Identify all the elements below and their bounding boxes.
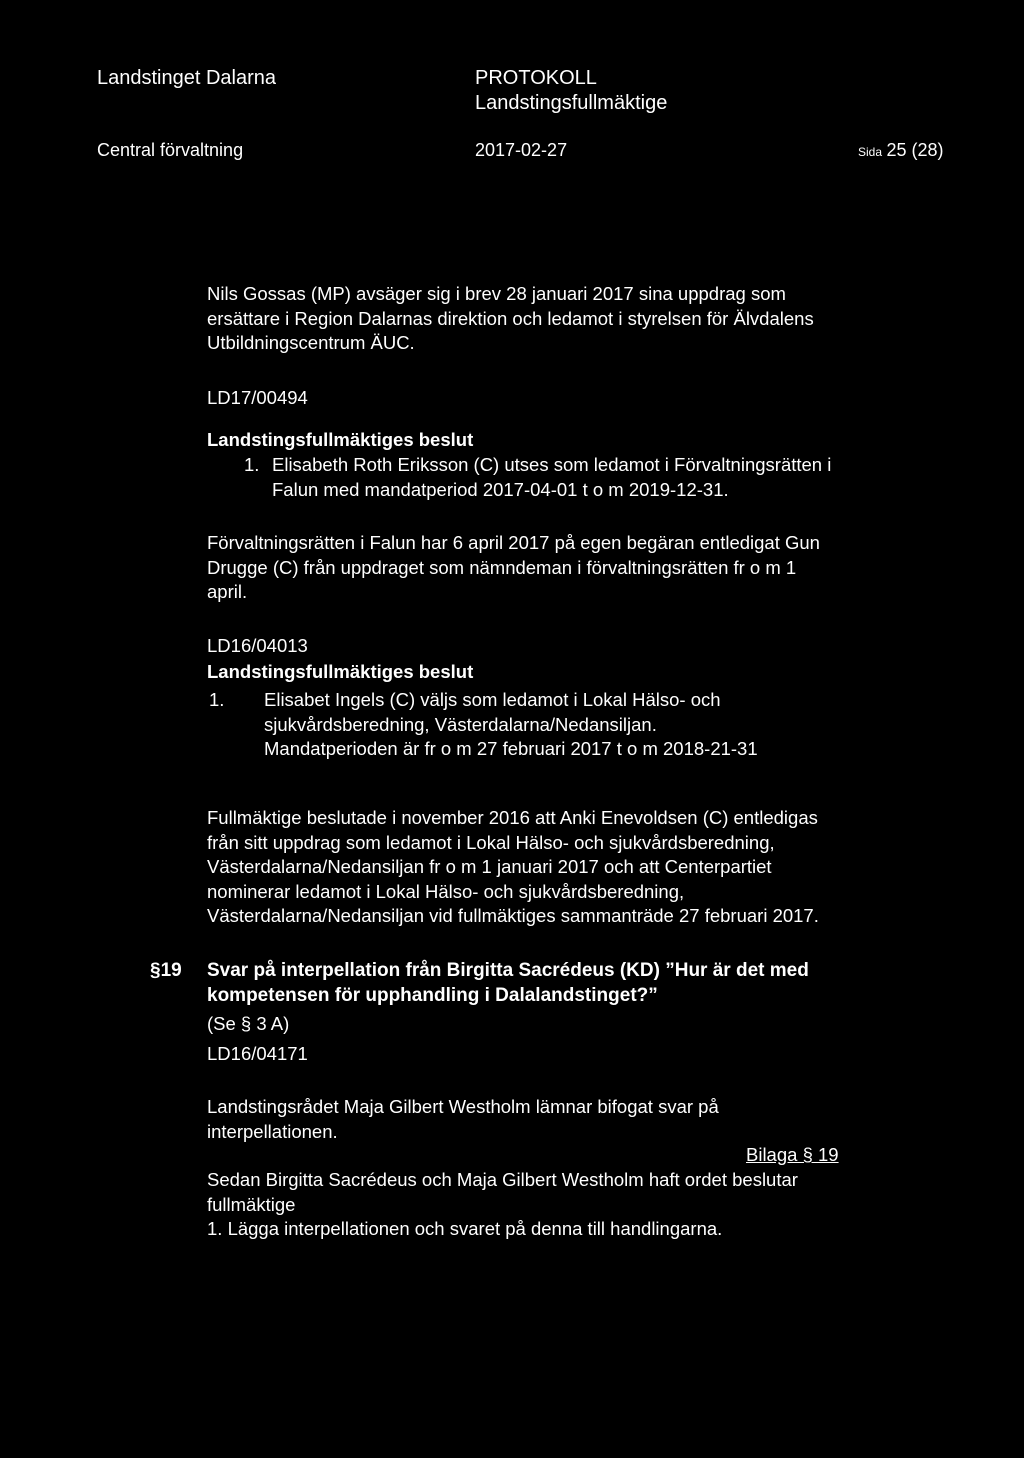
text-line: Landstingsrådet Maja Gilbert Westholm lämnar bifogat svar på bbox=[207, 1096, 719, 1117]
paragraph-decision bbox=[207, 1168, 907, 1242]
case-reference: LD16/04013 bbox=[207, 635, 308, 656]
text-line: Falun med mandatperiod 2017-04-01 t o m 2019-12-31. bbox=[272, 478, 729, 500]
assembly-name: Landstingsfullmäktige bbox=[475, 92, 668, 114]
decision-heading: Landstingsfullmäktiges beslut bbox=[207, 429, 474, 450]
decision-item bbox=[272, 453, 912, 502]
text-line: Fullmäktige beslutade i november 2016 att Anki Enevoldsen (C) entledigas bbox=[207, 807, 818, 828]
page-number bbox=[858, 140, 944, 161]
text-line: nominerar ledamot i Lokal Hälso- och sjukvårdsberedning, bbox=[207, 880, 685, 902]
section-number: §19 bbox=[150, 960, 182, 981]
text-line: Elisabet Ingels (C) väljs som ledamot i Lokal Hälso- och bbox=[264, 689, 721, 710]
decision-item: 1. Lägga interpellationen och svaret på denna till handlingarna. bbox=[207, 1218, 723, 1239]
text-line: fullmäktige bbox=[207, 1193, 296, 1215]
text-line: sjukvårdsberedning, Västerdalarna/Nedansiljan. bbox=[264, 713, 657, 735]
paragraph-answer bbox=[207, 1095, 907, 1144]
decision-heading: Landstingsfullmäktiges beslut bbox=[207, 661, 474, 682]
case-reference: LD16/04171 bbox=[207, 1043, 308, 1064]
text-line: Västerdalarna/Nedansiljan vid fullmäktiges sammanträde 27 februari 2017. bbox=[207, 905, 819, 926]
page-count: 25 (28) bbox=[886, 140, 944, 160]
organization-name: Landstinget Dalarna bbox=[97, 67, 277, 89]
text-line: Sedan Birgitta Sacrédeus och Maja Gilbert Westholm haft ordet beslutar bbox=[207, 1169, 798, 1190]
decision-item bbox=[264, 688, 904, 762]
attachment-link[interactable]: Bilaga § 19 bbox=[746, 1144, 839, 1165]
decision-item-number: 1. bbox=[244, 454, 260, 475]
text-line: Elisabeth Roth Eriksson (C) utses som ledamot i Förvaltningsrätten i bbox=[272, 454, 832, 475]
text-line: Svar på interpellation från Birgitta Sacrédeus (KD) ”Hur är det med bbox=[207, 960, 809, 981]
case-reference: LD17/00494 bbox=[207, 387, 308, 408]
text-line: från sitt uppdrag som ledamot i Lokal Hälso- och sjukvårdsberedning, bbox=[207, 831, 775, 853]
meeting-date: 2017-02-27 bbox=[475, 140, 568, 160]
text-line: kompetensen för upphandling i Dalalandstinget?” bbox=[207, 985, 658, 1006]
text-line: Nils Gossas (MP) avsäger sig i brev 28 januari 2017 sina uppdrag som bbox=[207, 283, 786, 304]
department-name: Central förvaltning bbox=[97, 140, 244, 160]
section-title bbox=[207, 958, 907, 1008]
cross-reference: (Se § 3 A) bbox=[207, 1013, 290, 1034]
page-prefix: Sida bbox=[858, 145, 883, 159]
text-line: Utbildningscentrum ÄUC. bbox=[207, 332, 415, 353]
document-type: PROTOKOLL bbox=[475, 67, 597, 89]
paragraph-discharge bbox=[207, 531, 907, 605]
paragraph-background bbox=[207, 806, 907, 929]
text-line: Förvaltningsrätten i Falun har 6 april 2017 på egen begäran entledigat Gun bbox=[207, 532, 820, 553]
text-line: Västerdalarna/Nedansiljan fr o m 1 januari 2017 och att Centerpartiet bbox=[207, 856, 772, 877]
text-line: interpellationen. bbox=[207, 1120, 338, 1142]
text-line: ersättare i Region Dalarnas direktion och ledamot i styrelsen för Älvdalens bbox=[207, 307, 814, 329]
text-line: april. bbox=[207, 581, 248, 602]
text-line: Mandatperioden är fr o m 27 februari 2017 t o m 2018-21-31 bbox=[264, 738, 758, 759]
paragraph-resignation bbox=[207, 282, 907, 356]
text-line: Drugge (C) från uppdraget som nämndeman i förvaltningsrätten fr o m 1 bbox=[207, 556, 797, 578]
decision-item-number: 1. bbox=[209, 689, 225, 710]
